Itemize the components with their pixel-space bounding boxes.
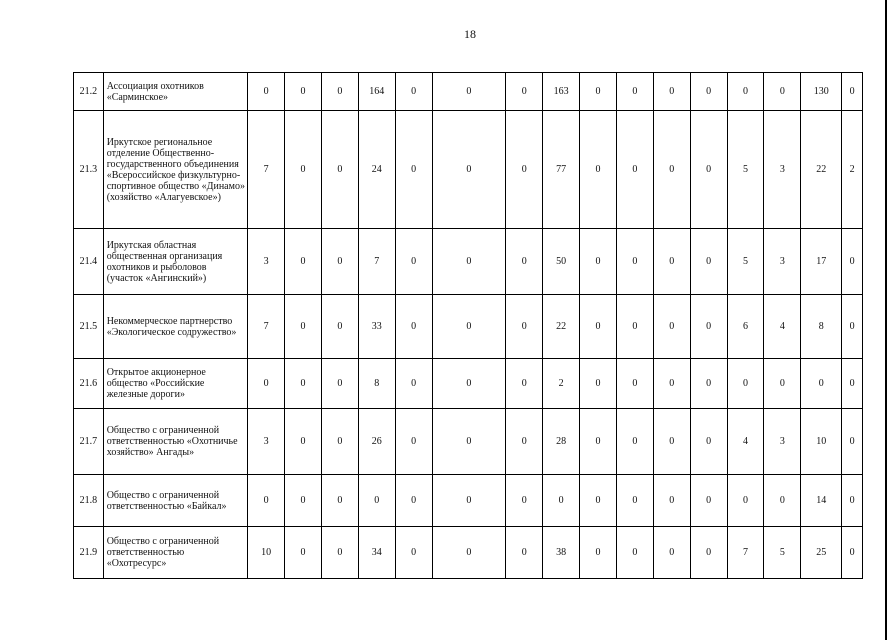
row-number-cell: 21.3 [74,111,104,229]
value-cell: 0 [248,73,285,111]
value-cell: 0 [285,73,322,111]
value-cell: 0 [690,527,727,579]
value-cell: 3 [764,409,801,475]
value-cell: 0 [842,475,863,527]
value-cell: 0 [616,475,653,527]
value-cell: 0 [506,73,543,111]
value-cell: 0 [616,229,653,295]
row-number-cell: 21.2 [74,73,104,111]
value-cell: 0 [432,475,506,527]
organization-name-cell: Общество с ограниченной ответственностью «Охотничье хозяйство» Ангады» [103,409,247,475]
value-cell: 0 [690,73,727,111]
value-cell: 0 [580,111,617,229]
value-cell: 0 [321,527,358,579]
table-body [74,73,863,579]
value-cell: 25 [801,527,842,579]
value-cell: 10 [801,409,842,475]
value-cell: 50 [543,229,580,295]
value-cell: 3 [248,409,285,475]
value-cell: 22 [543,295,580,359]
value-cell: 0 [321,359,358,409]
row-number-cell: 21.7 [74,409,104,475]
row-number-cell: 21.6 [74,359,104,409]
value-cell: 0 [432,295,506,359]
value-cell: 17 [801,229,842,295]
value-cell: 0 [690,359,727,409]
value-cell: 0 [395,527,432,579]
value-cell: 0 [248,475,285,527]
value-cell: 4 [764,295,801,359]
value-cell: 0 [432,229,506,295]
value-cell: 0 [506,409,543,475]
value-cell: 0 [653,527,690,579]
value-cell: 7 [248,295,285,359]
table-row [74,229,863,295]
page-edge-line [885,0,887,640]
value-cell: 0 [653,359,690,409]
page-number: 18 [464,27,476,41]
value-cell: 0 [285,475,322,527]
value-cell: 0 [285,527,322,579]
value-cell: 24 [358,111,395,229]
organization-name-cell: Общество с ограниченной ответственностью «Охотресурс» [103,527,247,579]
value-cell: 0 [580,73,617,111]
value-cell: 0 [801,359,842,409]
value-cell: 0 [432,359,506,409]
value-cell: 0 [395,475,432,527]
organization-name-cell: Иркутская областная общественная организация охотников и рыболовов (участок «Ангинский») [103,229,247,295]
value-cell: 0 [842,409,863,475]
value-cell: 0 [285,111,322,229]
value-cell: 0 [690,409,727,475]
value-cell: 0 [432,111,506,229]
value-cell: 0 [616,111,653,229]
value-cell: 0 [395,229,432,295]
value-cell: 0 [506,359,543,409]
table-row [74,409,863,475]
value-cell: 8 [801,295,842,359]
value-cell: 130 [801,73,842,111]
value-cell: 3 [764,111,801,229]
value-cell: 0 [653,409,690,475]
value-cell: 0 [616,73,653,111]
value-cell: 3 [248,229,285,295]
value-cell: 0 [395,295,432,359]
value-cell: 28 [543,409,580,475]
value-cell: 0 [580,409,617,475]
value-cell: 3 [764,229,801,295]
value-cell: 0 [432,73,506,111]
value-cell: 0 [764,475,801,527]
value-cell: 0 [321,475,358,527]
value-cell: 26 [358,409,395,475]
table-row [74,359,863,409]
table-row [74,527,863,579]
hunting-quota-table [73,72,863,579]
value-cell: 14 [801,475,842,527]
value-cell: 0 [285,409,322,475]
value-cell: 0 [285,359,322,409]
value-cell: 0 [321,73,358,111]
organization-name-cell: Открытое акционерное общество «Российские железные дороги» [103,359,247,409]
value-cell: 22 [801,111,842,229]
value-cell: 6 [727,295,764,359]
value-cell: 2 [842,111,863,229]
value-cell: 0 [321,111,358,229]
value-cell: 0 [842,295,863,359]
value-cell: 0 [653,73,690,111]
value-cell: 0 [580,359,617,409]
value-cell: 0 [395,409,432,475]
value-cell: 163 [543,73,580,111]
value-cell: 0 [842,73,863,111]
value-cell: 0 [285,295,322,359]
value-cell: 0 [432,527,506,579]
value-cell: 0 [764,73,801,111]
value-cell: 0 [321,229,358,295]
value-cell: 0 [580,475,617,527]
value-cell: 0 [580,527,617,579]
value-cell: 7 [248,111,285,229]
organization-name-cell: Общество с ограниченной ответственностью «Байкал» [103,475,247,527]
value-cell: 0 [395,111,432,229]
value-cell: 10 [248,527,285,579]
value-cell: 0 [506,475,543,527]
table-row [74,475,863,527]
value-cell: 0 [616,409,653,475]
table-row [74,295,863,359]
value-cell: 7 [358,229,395,295]
value-cell: 0 [616,295,653,359]
row-number-cell: 21.5 [74,295,104,359]
value-cell: 5 [727,229,764,295]
organization-name-cell: Иркутское региональное отделение Общественно-государственного объединения «Всероссийское физкультурно-спортивное общество «Динамо» (хозяйство «Алагуевское») [103,111,247,229]
value-cell: 0 [506,527,543,579]
value-cell: 0 [842,359,863,409]
value-cell: 0 [653,475,690,527]
organization-name-cell: Некоммерческое партнерство «Экологическое содружество» [103,295,247,359]
value-cell: 0 [842,527,863,579]
value-cell: 33 [358,295,395,359]
value-cell: 0 [395,73,432,111]
value-cell: 7 [727,527,764,579]
value-cell: 0 [727,475,764,527]
value-cell: 0 [653,295,690,359]
value-cell: 77 [543,111,580,229]
row-number-cell: 21.8 [74,475,104,527]
value-cell: 5 [727,111,764,229]
value-cell: 0 [248,359,285,409]
value-cell: 38 [543,527,580,579]
value-cell: 0 [543,475,580,527]
value-cell: 0 [506,111,543,229]
value-cell: 0 [321,295,358,359]
value-cell: 0 [358,475,395,527]
value-cell: 0 [395,359,432,409]
value-cell: 5 [764,527,801,579]
value-cell: 0 [506,295,543,359]
value-cell: 164 [358,73,395,111]
value-cell: 0 [616,359,653,409]
value-cell: 0 [580,229,617,295]
row-number-cell: 21.9 [74,527,104,579]
table-row [74,111,863,229]
value-cell: 0 [653,229,690,295]
value-cell: 0 [506,229,543,295]
value-cell: 0 [842,229,863,295]
value-cell: 2 [543,359,580,409]
value-cell: 0 [764,359,801,409]
value-cell: 0 [690,111,727,229]
value-cell: 0 [653,111,690,229]
value-cell: 0 [321,409,358,475]
value-cell: 0 [285,229,322,295]
organization-name-cell: Ассоциация охотников «Сарминское» [103,73,247,111]
table-row [74,73,863,111]
value-cell: 0 [580,295,617,359]
value-cell: 4 [727,409,764,475]
value-cell: 8 [358,359,395,409]
value-cell: 0 [616,527,653,579]
row-number-cell: 21.4 [74,229,104,295]
value-cell: 0 [690,475,727,527]
value-cell: 0 [690,295,727,359]
value-cell: 0 [432,409,506,475]
value-cell: 0 [727,73,764,111]
value-cell: 0 [727,359,764,409]
value-cell: 0 [690,229,727,295]
value-cell: 34 [358,527,395,579]
